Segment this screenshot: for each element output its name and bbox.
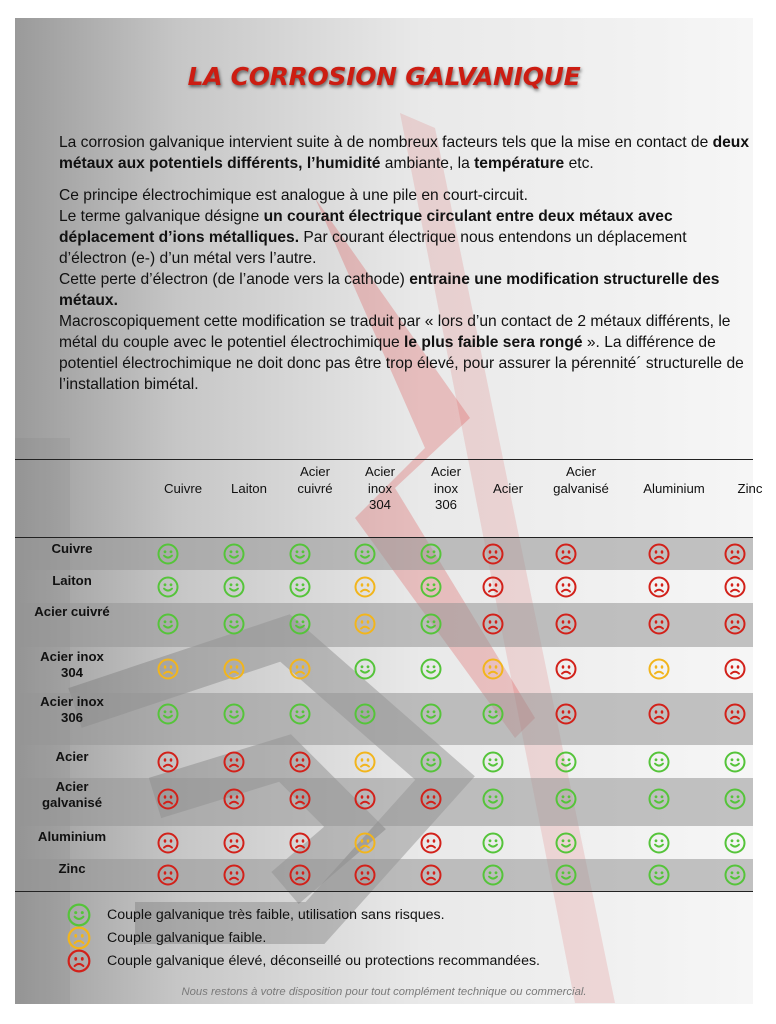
column-header: Cuivre xyxy=(163,481,203,496)
smiley-sad-icon xyxy=(482,658,504,680)
smiley-happy-icon xyxy=(482,703,504,725)
smiley-sad-icon xyxy=(724,703,746,725)
smiley-sad-icon xyxy=(724,576,746,598)
smiley-sad-icon xyxy=(420,832,442,854)
row-label: Laiton xyxy=(52,573,92,588)
smiley-happy-icon xyxy=(724,832,746,854)
smiley-sad-icon xyxy=(223,864,245,886)
smiley-sad-icon xyxy=(289,864,311,886)
compatibility-table xyxy=(15,459,763,889)
bold-run: le plus faible sera rongé xyxy=(404,334,583,351)
smiley-sad-icon xyxy=(724,543,746,565)
smiley-happy-icon xyxy=(648,751,670,773)
row-label: Acier cuivré xyxy=(34,604,110,619)
smiley-happy-icon xyxy=(289,613,311,635)
table-row xyxy=(15,746,753,777)
smiley-happy-icon xyxy=(420,658,442,680)
row-label: Aluminium xyxy=(37,829,107,844)
smiley-sad-icon xyxy=(354,832,376,854)
row-label: Acier xyxy=(55,749,89,764)
column-header: Acier inox 306 xyxy=(430,464,462,512)
smiley-happy-icon xyxy=(354,658,376,680)
text-run: Ce principe électrochimique est analogue à une pile en court-circuit. xyxy=(59,187,528,204)
intro-text xyxy=(59,132,749,395)
smiley-happy-icon xyxy=(648,864,670,886)
smiley-happy-icon xyxy=(724,864,746,886)
smiley-sad-icon xyxy=(354,788,376,810)
table-row xyxy=(15,603,753,647)
smiley-happy-icon xyxy=(555,751,577,773)
bold-run: deux métaux aux potentiels différents, l’humidité xyxy=(59,134,749,172)
column-header: Aluminium xyxy=(643,481,705,496)
smiley-happy-icon xyxy=(648,832,670,854)
column-header: Zinc xyxy=(737,481,763,496)
row-label: Acier inox 306 xyxy=(40,694,104,725)
smiley-happy-icon xyxy=(482,751,504,773)
intro-paragraph-2 xyxy=(59,185,749,395)
smiley-happy-icon xyxy=(223,613,245,635)
row-label: Cuivre xyxy=(51,541,93,556)
table-top-rule xyxy=(15,459,753,460)
smiley-happy-icon xyxy=(223,576,245,598)
smiley-sad-icon xyxy=(555,543,577,565)
smiley-sad-icon xyxy=(724,658,746,680)
smiley-sad-icon xyxy=(648,543,670,565)
smiley-sad-icon xyxy=(354,613,376,635)
legend-text: Couple galvanique faible. xyxy=(107,930,267,946)
smiley-happy-icon xyxy=(223,703,245,725)
smiley-sad-icon xyxy=(482,543,504,565)
smiley-sad-icon xyxy=(724,613,746,635)
smiley-sad-icon xyxy=(648,658,670,680)
smiley-sad-icon xyxy=(648,576,670,598)
footer-note: Nous restons à votre disposition pour tout complément technique ou commercial. xyxy=(181,986,587,998)
smiley-sad-icon xyxy=(157,788,179,810)
smiley-sad-icon xyxy=(289,751,311,773)
smiley-sad-icon xyxy=(648,703,670,725)
smiley-sad-icon xyxy=(555,703,577,725)
column-header: Laiton xyxy=(231,481,267,496)
table-row xyxy=(15,778,753,826)
table-row xyxy=(15,571,753,602)
smiley-sad-icon xyxy=(289,788,311,810)
smiley-happy-icon xyxy=(67,903,93,925)
smiley-happy-icon xyxy=(157,703,179,725)
smiley-sad-icon xyxy=(157,751,179,773)
smiley-happy-icon xyxy=(420,613,442,635)
smiley-happy-icon xyxy=(289,576,311,598)
smiley-sad-icon xyxy=(223,658,245,680)
text-run: ». La différence de potentiel électrochimique ne doit donc pas être trop élevé, pour assurer la pérennité´ structurelle de l’installation bimétal. xyxy=(59,334,744,393)
smiley-sad-icon xyxy=(354,751,376,773)
smiley-happy-icon xyxy=(420,751,442,773)
smiley-happy-icon xyxy=(289,543,311,565)
smiley-happy-icon xyxy=(157,543,179,565)
row-label: Acier inox 304 xyxy=(40,649,104,680)
smiley-happy-icon xyxy=(482,864,504,886)
smiley-happy-icon xyxy=(420,576,442,598)
smiley-sad-icon xyxy=(223,832,245,854)
smiley-sad-icon xyxy=(482,613,504,635)
text-run: Par courant électrique nous entendons un déplacement d’électron (e-) d’un métal vers l’autre. xyxy=(59,229,687,267)
column-header: Acier galvanisé xyxy=(553,464,609,496)
page-title: LA CORROSION GALVANIQUE xyxy=(187,62,581,91)
intro-paragraph-1 xyxy=(59,132,749,174)
text-run: Le terme galvanique désigne xyxy=(59,208,264,225)
smiley-sad-icon xyxy=(648,613,670,635)
smiley-happy-icon xyxy=(555,832,577,854)
smiley-happy-icon xyxy=(724,751,746,773)
smiley-sad-icon xyxy=(420,864,442,886)
smiley-happy-icon xyxy=(555,788,577,810)
smiley-sad-icon xyxy=(157,832,179,854)
smiley-happy-icon xyxy=(289,703,311,725)
smiley-sad-icon xyxy=(289,658,311,680)
row-label: Zinc xyxy=(58,861,86,876)
text-run: La corrosion galvanique intervient suite à de nombreux facteurs tels que la mise en contact de xyxy=(59,134,713,151)
legend-text: Couple galvanique très faible, utilisation sans risques. xyxy=(107,907,445,923)
text-run: Cette perte d’électron (de l’anode vers la cathode) xyxy=(59,271,410,288)
table-row xyxy=(15,827,753,858)
smiley-sad-icon xyxy=(157,658,179,680)
column-header: Acier cuivré xyxy=(297,464,333,496)
smiley-sad-icon xyxy=(555,613,577,635)
smiley-happy-icon xyxy=(223,543,245,565)
smiley-sad-icon xyxy=(420,788,442,810)
smiley-sad-icon xyxy=(555,576,577,598)
bold-run: un courant électrique circulant entre deux métaux avec déplacement d’ions métalliques. xyxy=(59,208,673,246)
smiley-happy-icon xyxy=(555,864,577,886)
row-label: Acier galvanisé xyxy=(41,779,103,810)
table-bottom-rule xyxy=(15,891,753,892)
bold-run: température xyxy=(474,155,565,172)
text-run: etc. xyxy=(564,155,594,172)
column-header: Acier inox 304 xyxy=(364,464,396,512)
smiley-happy-icon xyxy=(648,788,670,810)
smiley-happy-icon xyxy=(482,788,504,810)
legend-item xyxy=(67,949,727,971)
smiley-happy-icon xyxy=(354,543,376,565)
smiley-sad-icon xyxy=(354,864,376,886)
smiley-happy-icon xyxy=(354,703,376,725)
smiley-sad-icon xyxy=(223,788,245,810)
smiley-happy-icon xyxy=(482,832,504,854)
smiley-sad-icon xyxy=(482,576,504,598)
table-row xyxy=(15,648,753,693)
table-row xyxy=(15,693,753,745)
smiley-sad-icon xyxy=(289,832,311,854)
legend-item xyxy=(67,926,727,948)
smiley-happy-icon xyxy=(724,788,746,810)
smiley-sad-icon xyxy=(354,576,376,598)
smiley-sad-icon xyxy=(223,751,245,773)
column-header: Acier xyxy=(492,481,524,496)
smiley-sad-icon xyxy=(157,864,179,886)
legend-text: Couple galvanique élevé, déconseillé ou protections recommandées. xyxy=(107,953,540,969)
text-run: ambiante, la xyxy=(380,155,475,172)
smiley-happy-icon xyxy=(157,576,179,598)
table-row xyxy=(15,538,753,570)
smiley-happy-icon xyxy=(420,543,442,565)
text-run: Macroscopiquement cette modification se traduit par « lors d’un contact de 2 métaux différents, le métal du couple avec le potentiel électrochimique xyxy=(59,313,731,351)
smiley-happy-icon xyxy=(420,703,442,725)
legend-item xyxy=(67,903,727,925)
smiley-sad-icon xyxy=(67,949,93,971)
smiley-sad-icon xyxy=(67,926,93,948)
smiley-happy-icon xyxy=(157,613,179,635)
document-page xyxy=(15,18,763,1004)
bold-run: entraine une modification structurelle des métaux. xyxy=(59,271,720,309)
table-row xyxy=(15,859,753,891)
smiley-sad-icon xyxy=(555,658,577,680)
